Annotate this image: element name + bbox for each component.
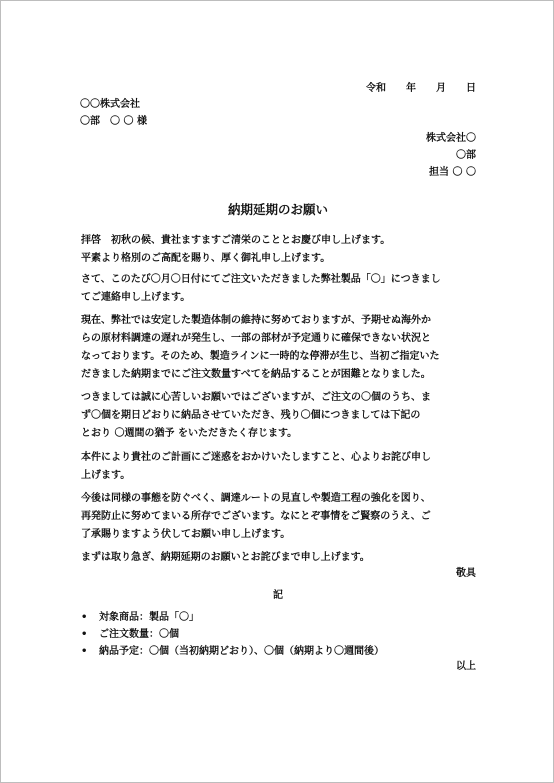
paragraph-prevention: 今後は同様の事態を防ぐべく、調達ルートの見直しや製造工程の強化を図り、 再発防止に努めてまいる所存でございます。なにとぞ事情をご賢察のうえ、ご 了承賜りますよう伏してお願い申し上げます。: [81, 493, 431, 540]
item-list: [81, 609, 384, 660]
item-text: 対象商品：製品「〇」: [99, 612, 199, 623]
end-ijou: 以上: [456, 661, 476, 672]
paragraph-greeting: 拝啓 初秋の候、貴社ますますご清栄のこととお慶び申し上げます。 平素より格別のご高配を賜り、厚く御礼申し上げます。: [81, 235, 391, 264]
item-text: ご注文数量：〇個: [99, 629, 179, 640]
paragraph-request: つきましては誠に心苦しいお願いではございますが、ご注文の〇個のうち、ま ず〇個を期日どおりに納品させていただき、残り〇個につきましては下記の とおり 〇週間の猶予 をいただきたく存じます。: [81, 392, 431, 439]
document-title: 納期延期のお願い: [227, 202, 328, 217]
ki-heading: 記: [273, 590, 283, 601]
bullet-icon: •: [81, 629, 88, 640]
sender-company: 株式会社〇: [426, 133, 476, 144]
date-line: 令和 年 月 日: [366, 83, 476, 94]
bullet-icon: •: [81, 646, 88, 657]
paragraph-situation: 現在、弊社では安定した製造体制の維持に努めておりますが、予期せぬ海外か らの原材料調達の遅れが発生し、一部の部材が予定通りに確保できない状況と なっております。そのため、製造ラインに一時的な停滞が生じ、当初ご指定いた だきました納期までにご注文数量すべてを納品することが困難となりました。: [81, 315, 440, 380]
list-item: [81, 609, 384, 626]
paragraph-intro: さて、このたび〇月〇日付にてご注文いただきました弊社製品「〇」につきまし てご連絡申し上げます。: [81, 274, 441, 303]
sender-person: 担当 〇 〇: [429, 167, 476, 178]
item-text: 納品予定：〇個（当初納期どおり）、〇個（納期より〇週間後）: [99, 646, 384, 657]
recipient-person: 〇部 〇 〇 様: [80, 116, 147, 127]
paragraph-summary: まずは取り急ぎ、納期延期のお願いとお詫びまで申し上げます。: [81, 552, 370, 563]
closing-keigu: 敬具: [456, 568, 476, 579]
list-item: [81, 626, 384, 643]
sender-dept: 〇部: [456, 150, 476, 161]
recipient-company: 〇〇株式会社: [80, 99, 140, 110]
paragraph-apology: 本件により貴社のご計画にご迷惑をおかけいたしますこと、心よりお詫び申し 上げます。: [81, 452, 431, 481]
bullet-icon: •: [81, 612, 88, 623]
list-item: [81, 643, 384, 660]
